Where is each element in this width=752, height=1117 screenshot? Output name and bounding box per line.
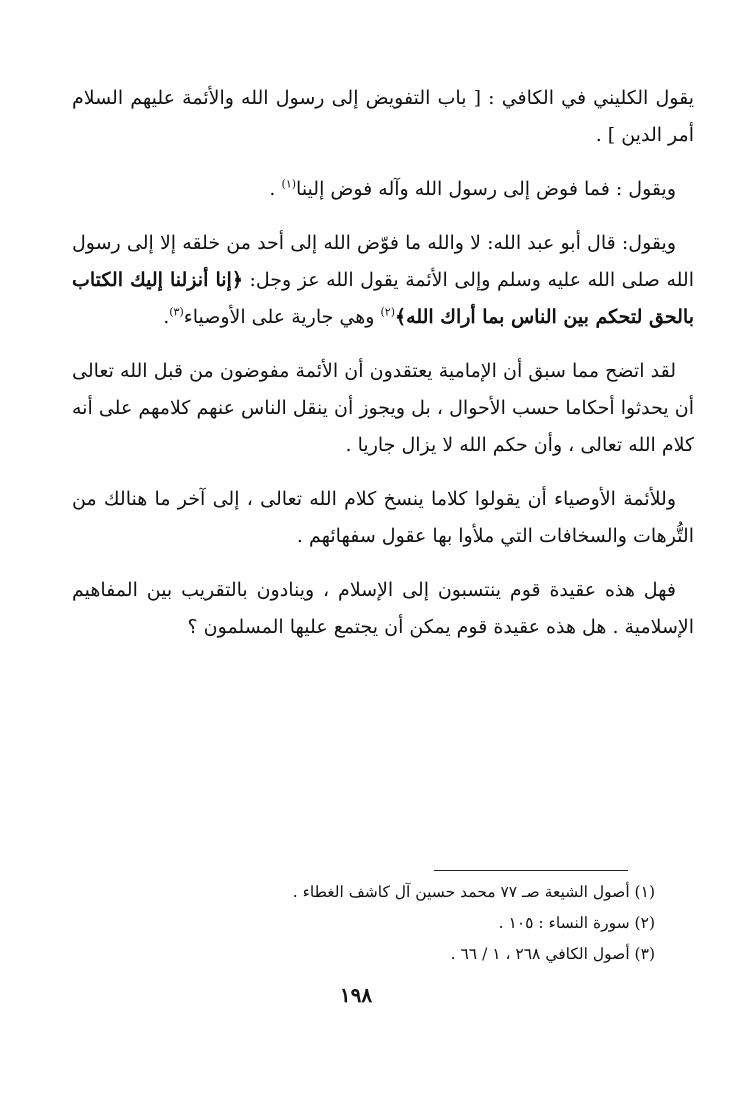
footnote-3: (٣) أصول الكافي ٢٦٨ ، ١ / ٦٦ . bbox=[450, 945, 655, 963]
footnote-ref-1[interactable]: (١) bbox=[281, 177, 297, 191]
quran-verse: ﴿إنا أنزلنا إليك الكتاب بالحق لتحكم بين الناس بما أراك الله﴾ bbox=[72, 269, 694, 328]
paragraph-kafi-quote bbox=[72, 80, 694, 154]
paragraph-tail: . bbox=[269, 178, 282, 200]
footnote-ref-3[interactable]: (٣) bbox=[169, 305, 184, 319]
paragraph-text: يقول الكليني في الكافي : [ باب التفويض إلى رسول الله والأئمة عليهم السلام أمر الدين ] . bbox=[72, 87, 694, 146]
footnote-2: (٢) سورة النساء : ١٠٥ . bbox=[498, 914, 655, 932]
page-number: ١٩٨ bbox=[339, 983, 373, 1007]
paragraph-awsiya bbox=[72, 481, 694, 555]
paragraph-text: ويقول: قال أبو عبد الله: لا والله ما فوّض الله إلى أحد من خلقه إلا إلى رسول الله صلى الله عليه وسلم وإلى الأئمة يقول الله عز وجل: bbox=[72, 232, 695, 291]
paragraph-text: ويقول : فما فوض إلى رسول الله وآله فوض إلينا bbox=[296, 178, 676, 200]
paragraph-text: وللأئمة الأوصياء أن يقولوا كلاما ينسخ كلام الله تعالى ، إلى آخر ما هنالك من التُّرهات والسخافات التي ملأوا بها عقول سفهائهم . bbox=[72, 488, 694, 547]
paragraph-question bbox=[72, 572, 694, 646]
paragraph-text: لقد اتضح مما سبق أن الإمامية يعتقدون أن الأئمة مفوضون من قبل الله تعالى أن يحدثوا أحكاما حسب الأحوال ، بل ويجوز أن ينقل الناس عنهم كلامهم على أنه كلام الله تعالى ، وأن حكم الله لا يزال جاريا . bbox=[72, 360, 694, 456]
paragraph-text: وهي جارية على الأوصياء bbox=[183, 306, 381, 328]
footnote-divider bbox=[434, 870, 628, 871]
paragraph-abu-abdullah-narration bbox=[72, 225, 694, 336]
paragraph-tail: . bbox=[163, 306, 170, 328]
body-text bbox=[72, 80, 694, 663]
footnote-1: (١) أصول الشيعة صـ ٧٧ محمد حسين آل كاشف الغطاء . bbox=[292, 883, 655, 901]
paragraph-imamiya-belief bbox=[72, 353, 694, 464]
paragraph-text: فهل هذه عقيدة قوم ينتسبون إلى الإسلام ، وينادون بالتقريب بين المفاهيم الإسلامية . هل هذه عقيدة قوم يمكن أن يجتمع عليها المسلمون ؟ bbox=[72, 579, 694, 638]
footnotes bbox=[120, 877, 655, 970]
paragraph-tafwid-statement bbox=[72, 171, 694, 208]
footnote-ref-2[interactable]: (٢) bbox=[380, 305, 395, 319]
